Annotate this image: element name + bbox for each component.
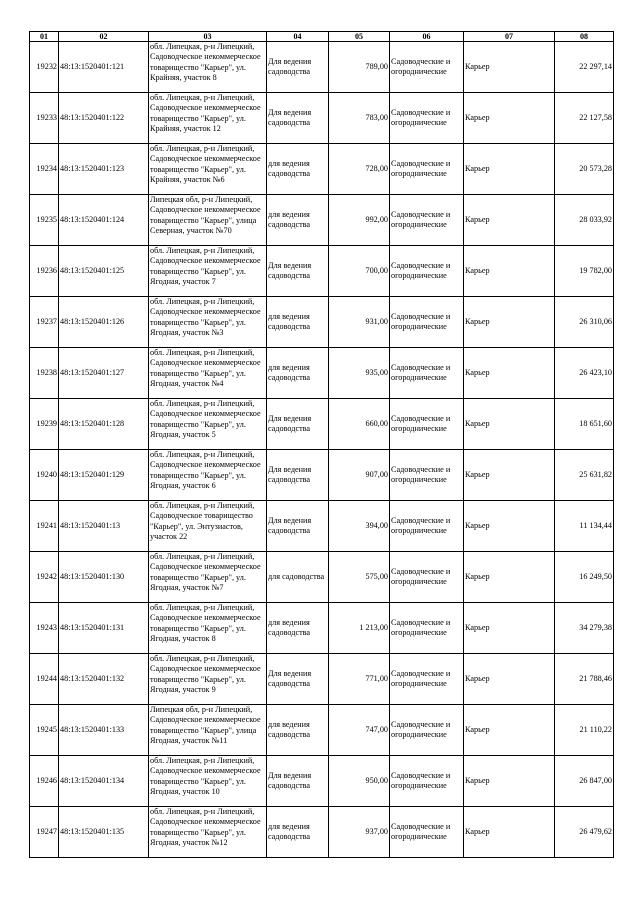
permitted-use-cell: Для ведения садоводства: [267, 399, 329, 450]
permitted-use-cell: для ведения садоводства: [267, 705, 329, 756]
col-header-02: 02: [59, 32, 149, 42]
col-header-01: 01: [30, 32, 59, 42]
settlement-name-cell: Карьер: [464, 348, 555, 399]
permitted-use-cell: для ведения садоводства: [267, 603, 329, 654]
cadastral-value-cell: 34 279,38: [555, 603, 614, 654]
address-text: обл. Липецкая, р-н Липецкий, Садоводческое некоммерческое товарищество "Карьер", ул. Крайняя, участок 8: [150, 42, 261, 83]
land-category-cell: Садоводческие и огороднические: [390, 705, 464, 756]
land-category-cell: Садоводческие и огороднические: [390, 501, 464, 552]
row-number-cell: 19234: [30, 144, 59, 195]
address-cell: [149, 807, 267, 858]
row-number-cell: 19245: [30, 705, 59, 756]
row-number-cell: 19240: [30, 450, 59, 501]
area-value-cell: 935,00: [329, 348, 390, 399]
cadastral-number-cell: 48:13:1520401:124: [59, 195, 149, 246]
address-text: обл. Липецкая, р-н Липецкий, Садоводческое некоммерческое товарищество "Карьер", ул. Крайняя, участок №6: [150, 144, 261, 185]
cadastral-number-cell: 48:13:1520401:13: [59, 501, 149, 552]
cadastral-number-cell: 48:13:1520401:128: [59, 399, 149, 450]
land-register-table: [29, 31, 614, 858]
address-text: обл. Липецкая, р-н Липецкий, Садоводческое некоммерческое товарищество "Карьер", ул. Ягодная, участок 9: [150, 654, 261, 695]
settlement-name-cell: Карьер: [464, 756, 555, 807]
land-category-cell: Садоводческие и огороднические: [390, 450, 464, 501]
address-text: обл. Липецкая, р-н Липецкий, Садоводческое некоммерческое товарищество "Карьер", ул. Ягодная, участок 7: [150, 246, 261, 287]
address-text: обл. Липецкая, р-н Липецкий, Садоводческое некоммерческое товарищество "Карьер", ул. Ягодная, участок 5: [150, 399, 261, 440]
settlement-name-cell: Карьер: [464, 144, 555, 195]
address-cell: [149, 603, 267, 654]
col-header-08: 08: [555, 32, 614, 42]
area-value-cell: 783,00: [329, 93, 390, 144]
address-cell: [149, 705, 267, 756]
address-text: обл. Липецкая, р-н Липецкий, Садоводческое некоммерческое товарищество "Карьер", ул. Ягодная, участок №4: [150, 348, 261, 389]
permitted-use-cell: Для ведения садоводства: [267, 246, 329, 297]
cadastral-number-cell: 48:13:1520401:122: [59, 93, 149, 144]
settlement-name-cell: Карьер: [464, 195, 555, 246]
cadastral-value-cell: 26 310,06: [555, 297, 614, 348]
land-category-cell: Садоводческие и огороднические: [390, 246, 464, 297]
land-category-cell: Садоводческие и огороднические: [390, 93, 464, 144]
table-row: [30, 654, 614, 705]
cadastral-value-cell: 19 782,00: [555, 246, 614, 297]
table-row: [30, 705, 614, 756]
area-value-cell: 771,00: [329, 654, 390, 705]
settlement-name-cell: Карьер: [464, 552, 555, 603]
table-row: [30, 450, 614, 501]
cadastral-value-cell: 26 479,62: [555, 807, 614, 858]
table-row: [30, 42, 614, 93]
row-number-cell: 19237: [30, 297, 59, 348]
area-value-cell: 992,00: [329, 195, 390, 246]
address-cell: [149, 93, 267, 144]
land-category-cell: Садоводческие и огороднические: [390, 756, 464, 807]
cadastral-number-cell: 48:13:1520401:133: [59, 705, 149, 756]
address-text: обл. Липецкая, р-н Липецкий, Садоводческое некоммерческое товарищество "Карьер", ул. Ягодная, участок 10: [150, 756, 261, 797]
area-value-cell: 747,00: [329, 705, 390, 756]
table-row: [30, 399, 614, 450]
table-row: [30, 552, 614, 603]
settlement-name-cell: Карьер: [464, 603, 555, 654]
settlement-name-cell: Карьер: [464, 705, 555, 756]
permitted-use-cell: Для ведения садоводства: [267, 654, 329, 705]
col-header-05: 05: [329, 32, 390, 42]
land-category-cell: Садоводческие и огороднические: [390, 654, 464, 705]
address-cell: [149, 501, 267, 552]
permitted-use-cell: для ведения садоводства: [267, 144, 329, 195]
cadastral-number-cell: 48:13:1520401:135: [59, 807, 149, 858]
cadastral-number-cell: 48:13:1520401:123: [59, 144, 149, 195]
area-value-cell: 394,00: [329, 501, 390, 552]
address-text: обл. Липецкая, р-н Липецкий, Садоводческое некоммерческое товарищество "Карьер", ул. Ягодная, участок №7: [150, 552, 261, 593]
address-text: обл. Липецкая, р-н Липецкий, Садоводческое некоммерческое товарищество "Карьер", ул. Ягодная, участок 6: [150, 450, 261, 491]
row-number-cell: 19242: [30, 552, 59, 603]
cadastral-number-cell: 48:13:1520401:134: [59, 756, 149, 807]
land-category-cell: Садоводческие и огороднические: [390, 807, 464, 858]
address-cell: [149, 756, 267, 807]
area-value-cell: 789,00: [329, 42, 390, 93]
permitted-use-cell: для ведения садоводства: [267, 807, 329, 858]
land-category-cell: Садоводческие и огороднические: [390, 42, 464, 93]
address-text: обл. Липецкая, р-н Липецкий, Садоводческое некоммерческое товарищество "Карьер", ул. Ягодная, участок №12: [150, 807, 261, 848]
cadastral-value-cell: 21 110,22: [555, 705, 614, 756]
table-row: [30, 348, 614, 399]
permitted-use-cell: для ведения садоводства: [267, 348, 329, 399]
land-category-cell: Садоводческие и огороднические: [390, 144, 464, 195]
row-number-cell: 19236: [30, 246, 59, 297]
cadastral-value-cell: 21 788,46: [555, 654, 614, 705]
area-value-cell: 931,00: [329, 297, 390, 348]
area-value-cell: 950,00: [329, 756, 390, 807]
area-value-cell: 728,00: [329, 144, 390, 195]
land-category-cell: Садоводческие и огороднические: [390, 297, 464, 348]
permitted-use-cell: Для ведения садоводства: [267, 756, 329, 807]
cadastral-number-cell: 48:13:1520401:121: [59, 42, 149, 93]
col-header-07: 07: [464, 32, 555, 42]
permitted-use-cell: Для ведения садоводства: [267, 501, 329, 552]
settlement-name-cell: Карьер: [464, 246, 555, 297]
row-number-cell: 19239: [30, 399, 59, 450]
table-row: [30, 144, 614, 195]
cadastral-number-cell: 48:13:1520401:127: [59, 348, 149, 399]
table-row: [30, 246, 614, 297]
settlement-name-cell: Карьер: [464, 450, 555, 501]
row-number-cell: 19241: [30, 501, 59, 552]
address-text: обл. Липецкая, р-н Липецкий, Садоводческое некоммерческое товарищество "Карьер", ул. Ягодная, участок 8: [150, 603, 261, 644]
table-row: [30, 297, 614, 348]
land-category-cell: Садоводческие и огороднические: [390, 603, 464, 654]
permitted-use-cell: Для ведения садоводства: [267, 93, 329, 144]
address-cell: [149, 450, 267, 501]
table-row: [30, 756, 614, 807]
address-text: Липецкая обл, р-н Липецкий, Садоводческое некоммерческое товарищество "Карьер", улица Ягодная, участок №11: [150, 705, 261, 746]
address-cell: [149, 654, 267, 705]
settlement-name-cell: Карьер: [464, 399, 555, 450]
cadastral-number-cell: 48:13:1520401:130: [59, 552, 149, 603]
row-number-cell: 19247: [30, 807, 59, 858]
settlement-name-cell: Карьер: [464, 654, 555, 705]
table-row: [30, 501, 614, 552]
cadastral-number-cell: 48:13:1520401:126: [59, 297, 149, 348]
cadastral-number-cell: 48:13:1520401:129: [59, 450, 149, 501]
area-value-cell: 937,00: [329, 807, 390, 858]
cadastral-number-cell: 48:13:1520401:132: [59, 654, 149, 705]
row-number-cell: 19235: [30, 195, 59, 246]
settlement-name-cell: Карьер: [464, 297, 555, 348]
address-cell: [149, 144, 267, 195]
land-category-cell: Садоводческие и огороднические: [390, 348, 464, 399]
permitted-use-cell: для ведения садоводства: [267, 195, 329, 246]
address-cell: [149, 552, 267, 603]
area-value-cell: 1 213,00: [329, 603, 390, 654]
cadastral-value-cell: 25 631,82: [555, 450, 614, 501]
cadastral-value-cell: 26 423,10: [555, 348, 614, 399]
settlement-name-cell: Карьер: [464, 93, 555, 144]
row-number-cell: 19243: [30, 603, 59, 654]
row-number-cell: 19238: [30, 348, 59, 399]
cadastral-value-cell: 26 847,00: [555, 756, 614, 807]
land-category-cell: Садоводческие и огороднические: [390, 552, 464, 603]
area-value-cell: 907,00: [329, 450, 390, 501]
cadastral-value-cell: 22 297,14: [555, 42, 614, 93]
settlement-name-cell: Карьер: [464, 501, 555, 552]
row-number-cell: 19233: [30, 93, 59, 144]
address-cell: [149, 42, 267, 93]
table-row: [30, 93, 614, 144]
cadastral-value-cell: 18 651,60: [555, 399, 614, 450]
col-header-03: 03: [149, 32, 267, 42]
address-cell: [149, 297, 267, 348]
table-row: [30, 195, 614, 246]
cadastral-number-cell: 48:13:1520401:125: [59, 246, 149, 297]
cadastral-value-cell: 22 127,58: [555, 93, 614, 144]
area-value-cell: 660,00: [329, 399, 390, 450]
address-text: обл. Липецкая, р-н Липецкий, Садоводческое некоммерческое товарищество "Карьер", ул. Крайняя, участок 12: [150, 93, 261, 134]
row-number-cell: 19244: [30, 654, 59, 705]
table-body: [30, 42, 614, 858]
address-cell: [149, 399, 267, 450]
cadastral-value-cell: 28 033,92: [555, 195, 614, 246]
area-value-cell: 700,00: [329, 246, 390, 297]
land-category-cell: Садоводческие и огороднические: [390, 195, 464, 246]
table-row: [30, 603, 614, 654]
settlement-name-cell: Карьер: [464, 42, 555, 93]
address-text: обл. Липецкая, р-н Липецкий, Садоводческое некоммерческое товарищество "Карьер", ул. Ягодная, участок №3: [150, 297, 261, 338]
col-header-04: 04: [267, 32, 329, 42]
cadastral-value-cell: 16 249,50: [555, 552, 614, 603]
area-value-cell: 575,00: [329, 552, 390, 603]
permitted-use-cell: для ведения садоводства: [267, 297, 329, 348]
permitted-use-cell: Для ведения садоводства: [267, 42, 329, 93]
row-number-cell: 19246: [30, 756, 59, 807]
permitted-use-cell: для садоводства: [267, 552, 329, 603]
settlement-name-cell: Карьер: [464, 807, 555, 858]
address-text: Липецкая обл, р-н Липецкий, Садоводческое некоммерческое товарищество "Карьер", улица Северная, участок №70: [150, 195, 261, 236]
cadastral-number-cell: 48:13:1520401:131: [59, 603, 149, 654]
row-number-cell: 19232: [30, 42, 59, 93]
permitted-use-cell: Для ведения садоводства: [267, 450, 329, 501]
cadastral-value-cell: 20 573,28: [555, 144, 614, 195]
address-text: обл. Липецкая, р-н Липецкий, Садоводческое товарищество "Карьер", ул. Энтузиастов, участок 22: [150, 501, 255, 542]
table-row: [30, 807, 614, 858]
cadastral-value-cell: 11 134,44: [555, 501, 614, 552]
address-cell: [149, 348, 267, 399]
col-header-06: 06: [390, 32, 464, 42]
address-cell: [149, 246, 267, 297]
land-category-cell: Садоводческие и огороднические: [390, 399, 464, 450]
address-cell: [149, 195, 267, 246]
header-row: [30, 32, 614, 42]
